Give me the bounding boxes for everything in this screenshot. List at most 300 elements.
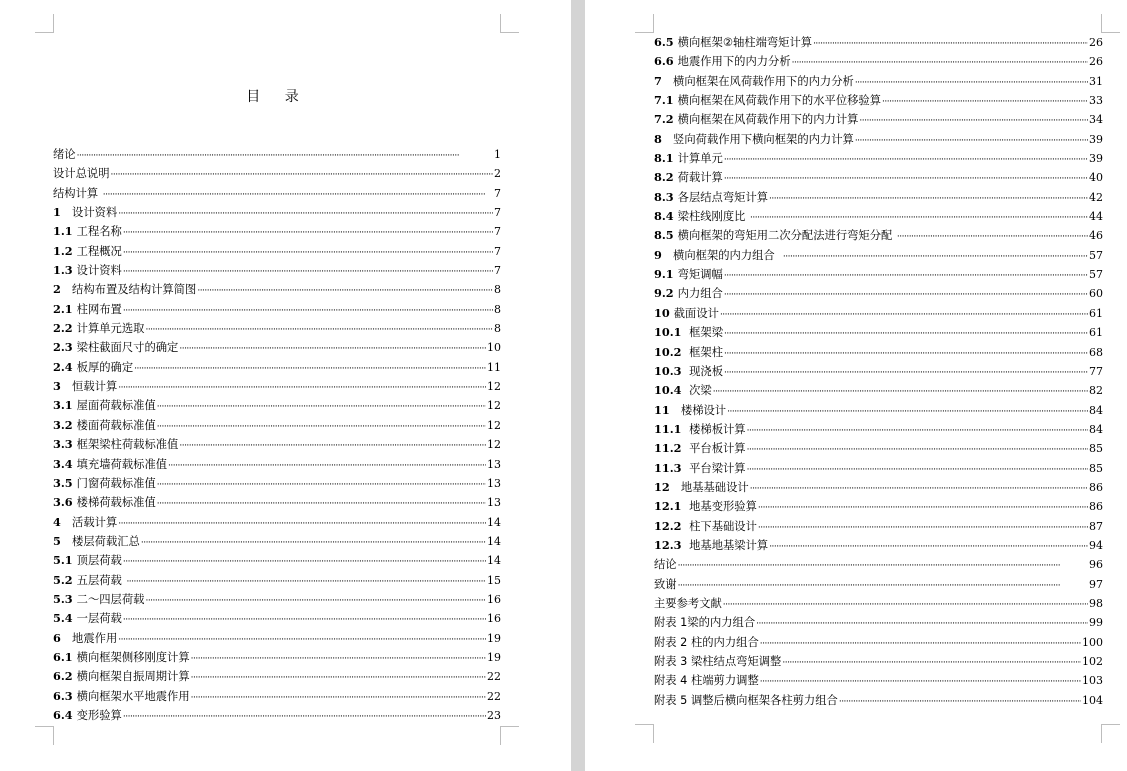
toc-entry[interactable] xyxy=(654,401,1103,420)
toc-dot-leader xyxy=(713,383,1088,402)
toc-entry-number: 11.2 xyxy=(654,441,682,456)
toc-dot-leader xyxy=(179,340,486,359)
toc-entry-title: 地震作用下的内力分析 xyxy=(677,55,791,69)
toc-entry-title: 平台板计算 xyxy=(685,442,746,456)
toc-dot-leader xyxy=(678,577,1088,596)
toc-entry-number: 10.1 xyxy=(654,325,682,340)
margin-corner-mark xyxy=(35,14,54,33)
toc-entry-number: 7 xyxy=(654,73,662,88)
toc-entry-number: 6.5 xyxy=(654,35,674,49)
toc-entry-title: 恒载计算 xyxy=(64,380,118,394)
toc-entry-title: 横向框架水平地震作用 xyxy=(76,689,190,703)
toc-entry-title: 设计资料 xyxy=(76,264,122,278)
toc-dot-leader xyxy=(118,515,486,534)
toc-entry-title: 梁柱线刚度比 xyxy=(677,210,750,224)
toc-entry[interactable] xyxy=(53,435,501,454)
margin-corner-mark xyxy=(635,724,654,743)
toc-entry[interactable] xyxy=(53,280,501,299)
toc-entry-page-number: 13 xyxy=(487,476,501,490)
toc-dot-leader xyxy=(191,669,486,688)
toc-entry[interactable] xyxy=(53,145,501,164)
toc-entry-number: 6.3 xyxy=(53,688,73,703)
toc-dot-leader xyxy=(783,248,1088,267)
toc-entry-title: 设计总说明 xyxy=(53,167,110,181)
toc-entry-number: 8 xyxy=(654,131,662,146)
toc-entry-title: 填充墙荷载标准值 xyxy=(76,457,168,471)
toc-entry[interactable] xyxy=(654,691,1103,710)
toc-entry[interactable] xyxy=(654,207,1103,226)
toc-dot-leader xyxy=(145,321,493,340)
toc-dot-leader xyxy=(157,495,486,514)
toc-entry-number: 2.1 xyxy=(53,301,73,316)
toc-entry[interactable] xyxy=(53,667,501,686)
toc-entry-number: 1 xyxy=(53,205,61,220)
toc-dot-leader xyxy=(723,596,1088,615)
toc-dot-leader xyxy=(724,286,1088,305)
toc-entry-page-number: 26 xyxy=(1089,36,1103,49)
margin-corner-mark xyxy=(1101,724,1120,743)
toc-entry[interactable] xyxy=(53,300,501,319)
toc-dot-leader xyxy=(123,611,486,630)
toc-entry-number: 7.2 xyxy=(654,112,674,127)
toc-entry-number: 3.2 xyxy=(53,417,73,432)
toc-entry-number: 5 xyxy=(53,533,61,548)
toc-dot-leader xyxy=(191,650,486,669)
toc-entry[interactable] xyxy=(654,517,1103,536)
toc-entry[interactable] xyxy=(654,671,1103,690)
toc-dot-leader xyxy=(157,398,486,417)
toc-dot-leader xyxy=(758,519,1088,538)
toc-entry-title: 横向框架在风荷载作用下的内力分析 xyxy=(665,74,854,88)
toc-entry-number: 4 xyxy=(53,514,61,529)
toc-entry-number: 1.1 xyxy=(53,224,73,239)
toc-entry-page-number: 68 xyxy=(1089,345,1103,359)
margin-corner-mark xyxy=(635,14,654,33)
toc-entry-page-number: 8 xyxy=(494,322,501,336)
toc-dot-leader xyxy=(839,693,1081,712)
toc-entry[interactable] xyxy=(654,613,1103,632)
toc-entry-number: 5.1 xyxy=(53,553,73,568)
toc-entry-number: 3.4 xyxy=(53,456,73,471)
toc-entry-title: 楼层荷载汇总 xyxy=(64,534,140,548)
toc-entry-page-number: 99 xyxy=(1089,616,1103,630)
toc-entry-page-number: 104 xyxy=(1082,693,1103,707)
toc-entry-number: 2.3 xyxy=(53,340,73,355)
toc-entry-page-number: 16 xyxy=(487,612,501,626)
toc-entry[interactable] xyxy=(53,184,501,203)
toc-entry-page-number: 46 xyxy=(1089,229,1103,243)
toc-entry[interactable] xyxy=(654,265,1103,284)
toc-entry-title: 地基变形验算 xyxy=(685,500,757,514)
toc-dot-leader xyxy=(758,499,1088,518)
toc-entry-title: 五层荷载 xyxy=(76,573,126,587)
toc-entry-title: 竖向荷载作用下横向框架的内力计算 xyxy=(665,132,854,146)
toc-entry[interactable] xyxy=(654,633,1103,652)
toc-entry[interactable] xyxy=(654,168,1103,187)
toc-entry[interactable] xyxy=(654,536,1103,555)
toc-entry-page-number: 7 xyxy=(494,264,501,278)
toc-title: 目 录 xyxy=(246,89,309,105)
toc-entry-title: 屋面荷载标准值 xyxy=(76,399,156,413)
toc-entry[interactable] xyxy=(53,513,501,532)
toc-dot-leader xyxy=(118,205,493,224)
toc-entry[interactable] xyxy=(654,246,1103,265)
toc-entry-page-number: 7 xyxy=(494,186,501,200)
toc-entry-title: 计算单元 xyxy=(677,152,723,166)
toc-entry-title: 柱下基础设计 xyxy=(685,519,757,533)
toc-entry-page-number: 7 xyxy=(494,225,501,239)
toc-entry-page-number: 2 xyxy=(494,167,501,181)
toc-dot-leader xyxy=(197,282,493,301)
toc-entry-title: 结构计算 xyxy=(53,186,102,200)
toc-entry-title: 结构布置及结构计算简图 xyxy=(64,283,197,297)
toc-entry-title: 附表 2 柱的内力组合 xyxy=(654,635,759,649)
toc-entry-title: 横向框架侧移刚度计算 xyxy=(76,650,190,664)
toc-entry[interactable] xyxy=(53,338,501,357)
toc-entry-title: 顶层荷载 xyxy=(76,554,122,568)
toc-dot-leader xyxy=(126,573,486,592)
toc-entry[interactable] xyxy=(654,110,1103,129)
toc-entry-title: 板厚的确定 xyxy=(76,360,134,374)
toc-dot-leader xyxy=(855,132,1088,151)
toc-entry-title: 横向框架自振周期计算 xyxy=(76,670,190,684)
toc-entry-number: 6.1 xyxy=(53,649,73,664)
toc-entry-number: 11.1 xyxy=(654,421,682,436)
toc-entry-number: 10 xyxy=(654,305,670,320)
margin-corner-mark xyxy=(500,14,519,33)
toc-entry-title: 楼梯荷载标准值 xyxy=(76,496,156,510)
toc-entry-title: 设计资料 xyxy=(64,206,118,220)
toc-entry-title: 门窗荷载标准值 xyxy=(76,476,156,490)
margin-corner-mark xyxy=(35,726,54,745)
toc-entry[interactable] xyxy=(654,226,1103,245)
toc-entry[interactable] xyxy=(53,629,501,648)
toc-entry-title: 楼梯设计 xyxy=(673,403,727,417)
toc-entry-page-number: 61 xyxy=(1089,306,1103,320)
toc-entry[interactable] xyxy=(53,687,501,706)
toc-entry-title: 内力组合 xyxy=(677,287,723,301)
toc-entry-page-number: 7 xyxy=(494,206,501,220)
toc-entry-title: 地基基础设计 xyxy=(673,480,749,494)
toc-list-left xyxy=(53,145,501,725)
toc-entry-number: 10.2 xyxy=(654,344,682,359)
toc-entry-number: 12.2 xyxy=(654,518,682,533)
toc-entry-page-number: 33 xyxy=(1089,94,1103,108)
toc-entry-page-number: 7 xyxy=(494,244,501,258)
toc-entry-title: 附表 3 梁柱结点弯矩调整 xyxy=(654,655,782,668)
toc-entry[interactable] xyxy=(654,52,1103,71)
toc-entry[interactable] xyxy=(53,609,501,628)
toc-entry[interactable] xyxy=(53,222,501,241)
toc-entry-number: 2.2 xyxy=(53,321,73,336)
toc-entry-number: 8.1 xyxy=(654,151,674,166)
toc-entry-number: 1.3 xyxy=(53,263,73,278)
toc-entry[interactable] xyxy=(53,551,501,570)
toc-entry[interactable] xyxy=(654,497,1103,516)
toc-entry[interactable] xyxy=(654,91,1103,110)
toc-entry-title: 变形验算 xyxy=(76,708,122,722)
toc-entry[interactable] xyxy=(53,396,501,415)
toc-entry-page-number: 57 xyxy=(1089,268,1103,282)
toc-entry-title: 楼面荷载标准值 xyxy=(76,418,156,432)
toc-entry[interactable] xyxy=(654,284,1103,303)
toc-entry[interactable] xyxy=(654,149,1103,168)
toc-entry[interactable] xyxy=(654,594,1103,613)
toc-entry[interactable] xyxy=(53,590,501,609)
toc-entry[interactable] xyxy=(654,575,1103,594)
toc-entry-title: 柱网布置 xyxy=(76,302,122,316)
toc-entry-page-number: 57 xyxy=(1089,248,1103,262)
toc-dot-leader xyxy=(727,403,1088,422)
toc-entry-page-number: 40 xyxy=(1089,171,1103,185)
toc-entry-page-number: 14 xyxy=(487,515,501,529)
toc-entry-page-number: 19 xyxy=(487,650,501,664)
toc-entry-number: 12 xyxy=(654,479,670,494)
toc-entry-page-number: 34 xyxy=(1089,113,1103,127)
toc-entry-page-number: 14 xyxy=(487,554,501,568)
toc-entry-page-number: 12 xyxy=(487,438,501,452)
toc-dot-leader xyxy=(724,364,1088,383)
toc-entry[interactable] xyxy=(53,532,501,551)
toc-dot-leader xyxy=(855,74,1088,93)
toc-entry-title: 平台梁计算 xyxy=(685,461,746,475)
toc-entry-page-number: 13 xyxy=(487,496,501,510)
toc-entry-title: 主要参考文献 xyxy=(654,596,722,610)
toc-entry-number: 2 xyxy=(53,282,61,297)
toc-entry-title: 附表 1梁的内力组合 xyxy=(654,616,756,630)
toc-entry-page-number: 84 xyxy=(1089,403,1103,417)
toc-dot-leader xyxy=(157,418,486,437)
toc-entry-title: 梁柱截面尺寸的确定 xyxy=(76,341,179,355)
toc-dot-leader xyxy=(724,151,1088,170)
toc-entry-page-number: 8 xyxy=(494,302,501,316)
toc-entry-page-number: 103 xyxy=(1082,674,1103,688)
toc-entry[interactable] xyxy=(654,439,1103,458)
toc-entry[interactable] xyxy=(53,455,501,474)
toc-entry-title: 横向框架的弯矩用二次分配法进行弯矩分配 xyxy=(677,229,896,243)
toc-entry-number: 9.1 xyxy=(654,267,674,282)
toc-entry-page-number: 85 xyxy=(1089,442,1103,456)
toc-dot-leader xyxy=(179,437,486,456)
toc-entry-page-number: 77 xyxy=(1089,364,1103,378)
toc-entry[interactable] xyxy=(53,261,501,280)
toc-entry[interactable] xyxy=(53,648,501,667)
toc-entry[interactable] xyxy=(53,203,501,222)
toc-dot-leader xyxy=(141,534,486,553)
toc-dot-leader xyxy=(103,186,493,205)
toc-entry-page-number: 1 xyxy=(494,148,501,161)
toc-dot-leader xyxy=(724,345,1088,364)
toc-entry-page-number: 84 xyxy=(1089,422,1103,436)
toc-entry[interactable] xyxy=(53,571,501,590)
toc-dot-leader xyxy=(191,689,486,708)
toc-dot-leader xyxy=(747,461,1088,480)
toc-entry-page-number: 86 xyxy=(1089,500,1103,514)
toc-entry[interactable] xyxy=(53,493,501,512)
toc-entry[interactable] xyxy=(654,459,1103,478)
toc-entry-number: 8.2 xyxy=(654,170,674,185)
toc-entry[interactable] xyxy=(53,164,501,183)
toc-dot-leader xyxy=(145,592,486,611)
toc-entry[interactable] xyxy=(53,416,501,435)
toc-entry-number: 6 xyxy=(53,630,61,645)
toc-entry-page-number: 82 xyxy=(1089,384,1103,398)
toc-entry-title: 工程名称 xyxy=(76,225,122,239)
toc-entry-page-number: 16 xyxy=(487,592,501,606)
toc-entry-title: 截面设计 xyxy=(673,306,719,320)
toc-dot-leader xyxy=(747,422,1088,441)
toc-dot-leader xyxy=(720,306,1088,325)
toc-entry[interactable] xyxy=(654,652,1103,671)
toc-entry-title: 计算单元选取 xyxy=(76,322,145,336)
toc-entry-title: 工程概况 xyxy=(76,244,122,258)
toc-entry-number: 12.1 xyxy=(654,499,682,514)
toc-entry-title: 横向框架在风荷载作用下的水平位移验算 xyxy=(677,94,882,108)
toc-entry-page-number: 60 xyxy=(1089,287,1103,301)
toc-entry-page-number: 12 xyxy=(487,399,501,413)
toc-entry-page-number: 10 xyxy=(487,341,501,355)
toc-entry-page-number: 94 xyxy=(1089,538,1103,552)
page-gutter xyxy=(571,0,585,771)
toc-entry-number: 11 xyxy=(654,402,670,417)
toc-entry-number: 5.2 xyxy=(53,572,73,587)
toc-entry-number: 6.2 xyxy=(53,669,73,684)
toc-entry-number: 2.4 xyxy=(53,359,73,374)
toc-entry-page-number: 12 xyxy=(487,418,501,432)
toc-entry-number: 6.6 xyxy=(654,54,674,69)
toc-entry[interactable] xyxy=(53,242,501,261)
toc-entry-title: 二～四层荷载 xyxy=(76,592,145,606)
margin-corner-mark xyxy=(1101,14,1120,33)
toc-dot-leader xyxy=(123,302,493,321)
toc-entry-number: 8.4 xyxy=(654,209,674,224)
toc-entry[interactable] xyxy=(654,130,1103,149)
toc-entry-title: 框架柱 xyxy=(685,345,723,359)
toc-entry-page-number: 97 xyxy=(1089,577,1103,591)
toc-dot-leader xyxy=(760,635,1081,654)
toc-entry[interactable] xyxy=(53,706,501,725)
toc-entry[interactable] xyxy=(654,72,1103,91)
toc-entry-number: 12.3 xyxy=(654,537,682,552)
toc-entry[interactable] xyxy=(654,478,1103,497)
toc-dot-leader xyxy=(769,538,1088,557)
toc-entry-number: 8.5 xyxy=(654,228,674,243)
toc-dot-leader xyxy=(678,557,1088,576)
toc-entry-page-number: 42 xyxy=(1089,190,1103,204)
toc-dot-leader xyxy=(77,147,493,166)
toc-dot-leader xyxy=(747,441,1088,460)
toc-entry-page-number: 12 xyxy=(487,380,501,394)
toc-entry-number: 3.1 xyxy=(53,398,73,413)
margin-corner-mark xyxy=(500,726,519,745)
toc-dot-leader xyxy=(756,615,1088,634)
toc-entry[interactable] xyxy=(654,33,1103,52)
toc-entry[interactable] xyxy=(654,323,1103,342)
toc-dot-leader xyxy=(769,190,1088,209)
toc-dot-leader xyxy=(859,112,1088,131)
toc-entry[interactable] xyxy=(654,188,1103,207)
toc-dot-leader xyxy=(123,244,493,263)
toc-dot-leader xyxy=(111,166,494,185)
toc-entry-title: 各层结点弯矩计算 xyxy=(677,190,769,204)
toc-entry[interactable] xyxy=(654,304,1103,323)
toc-entry-title: 结论 xyxy=(654,558,677,572)
toc-dot-leader xyxy=(882,93,1088,112)
toc-entry-page-number: 85 xyxy=(1089,461,1103,475)
toc-entry-title: 附表 4 柱端剪力调整 xyxy=(654,674,759,688)
toc-entry[interactable] xyxy=(53,377,501,396)
toc-dot-leader xyxy=(123,224,493,243)
toc-entry[interactable] xyxy=(654,362,1103,381)
toc-entry[interactable] xyxy=(53,319,501,338)
toc-dot-leader xyxy=(118,379,486,398)
toc-entry-title: 致谢 xyxy=(654,577,677,591)
toc-entry-title: 现浇板 xyxy=(685,364,723,378)
toc-entry-number: 7.1 xyxy=(654,93,674,108)
toc-entry-title: 活载计算 xyxy=(64,515,118,529)
toc-entry-number: 9 xyxy=(654,247,662,262)
toc-dot-leader xyxy=(724,325,1088,344)
toc-dot-leader xyxy=(724,267,1088,286)
toc-entry-page-number: 87 xyxy=(1089,519,1103,533)
toc-entry-number: 1.2 xyxy=(53,243,73,258)
toc-entry-page-number: 39 xyxy=(1089,152,1103,166)
toc-entry[interactable] xyxy=(654,555,1103,574)
toc-entry-page-number: 22 xyxy=(487,670,501,684)
toc-entry-title: 楼梯板计算 xyxy=(685,422,746,436)
toc-entry-page-number: 102 xyxy=(1082,655,1103,668)
toc-entry-number: 9.2 xyxy=(654,286,674,301)
toc-entry-title: 横向框架在风荷载作用下的内力计算 xyxy=(677,113,859,127)
toc-entry-title: 弯矩调幅 xyxy=(677,268,723,282)
toc-entry-title: 地震作用 xyxy=(64,631,118,645)
toc-entry-title: 绪论 xyxy=(53,148,76,161)
toc-entry[interactable] xyxy=(654,381,1103,400)
toc-entry-page-number: 23 xyxy=(487,708,501,722)
toc-dot-leader xyxy=(782,654,1081,673)
toc-entry-title: 一层荷载 xyxy=(76,612,122,626)
toc-dot-leader xyxy=(897,228,1088,247)
toc-dot-leader xyxy=(123,553,486,572)
toc-dot-leader xyxy=(750,480,1088,499)
toc-entry-page-number: 39 xyxy=(1089,132,1103,146)
toc-entry-number: 3.5 xyxy=(53,475,73,490)
toc-entry[interactable] xyxy=(53,358,501,377)
toc-entry-number: 3.3 xyxy=(53,437,73,452)
toc-dot-leader xyxy=(157,476,486,495)
toc-entry-page-number: 98 xyxy=(1089,596,1103,610)
toc-entry-page-number: 19 xyxy=(487,631,501,645)
toc-entry-number: 6.4 xyxy=(53,707,73,722)
toc-dot-leader xyxy=(168,457,486,476)
toc-entry-page-number: 8 xyxy=(494,283,501,297)
toc-dot-leader xyxy=(724,170,1088,189)
toc-entry-page-number: 14 xyxy=(487,534,501,548)
toc-entry-page-number: 31 xyxy=(1089,74,1103,88)
toc-entry-number: 10.3 xyxy=(654,363,682,378)
toc-entry[interactable] xyxy=(53,474,501,493)
toc-entry-title: 横向框架的内力组合 xyxy=(665,248,782,262)
toc-entry-page-number: 96 xyxy=(1089,558,1103,572)
toc-entry-number: 3 xyxy=(53,379,61,394)
toc-entry-title: 荷载计算 xyxy=(677,171,723,185)
toc-entry-page-number: 44 xyxy=(1089,210,1103,224)
toc-entry-number: 8.3 xyxy=(654,189,674,204)
toc-entry[interactable] xyxy=(654,343,1103,362)
toc-entry-title: 框架梁柱荷载标准值 xyxy=(76,438,179,452)
toc-entry[interactable] xyxy=(654,420,1103,439)
toc-entry-page-number: 15 xyxy=(487,573,501,587)
